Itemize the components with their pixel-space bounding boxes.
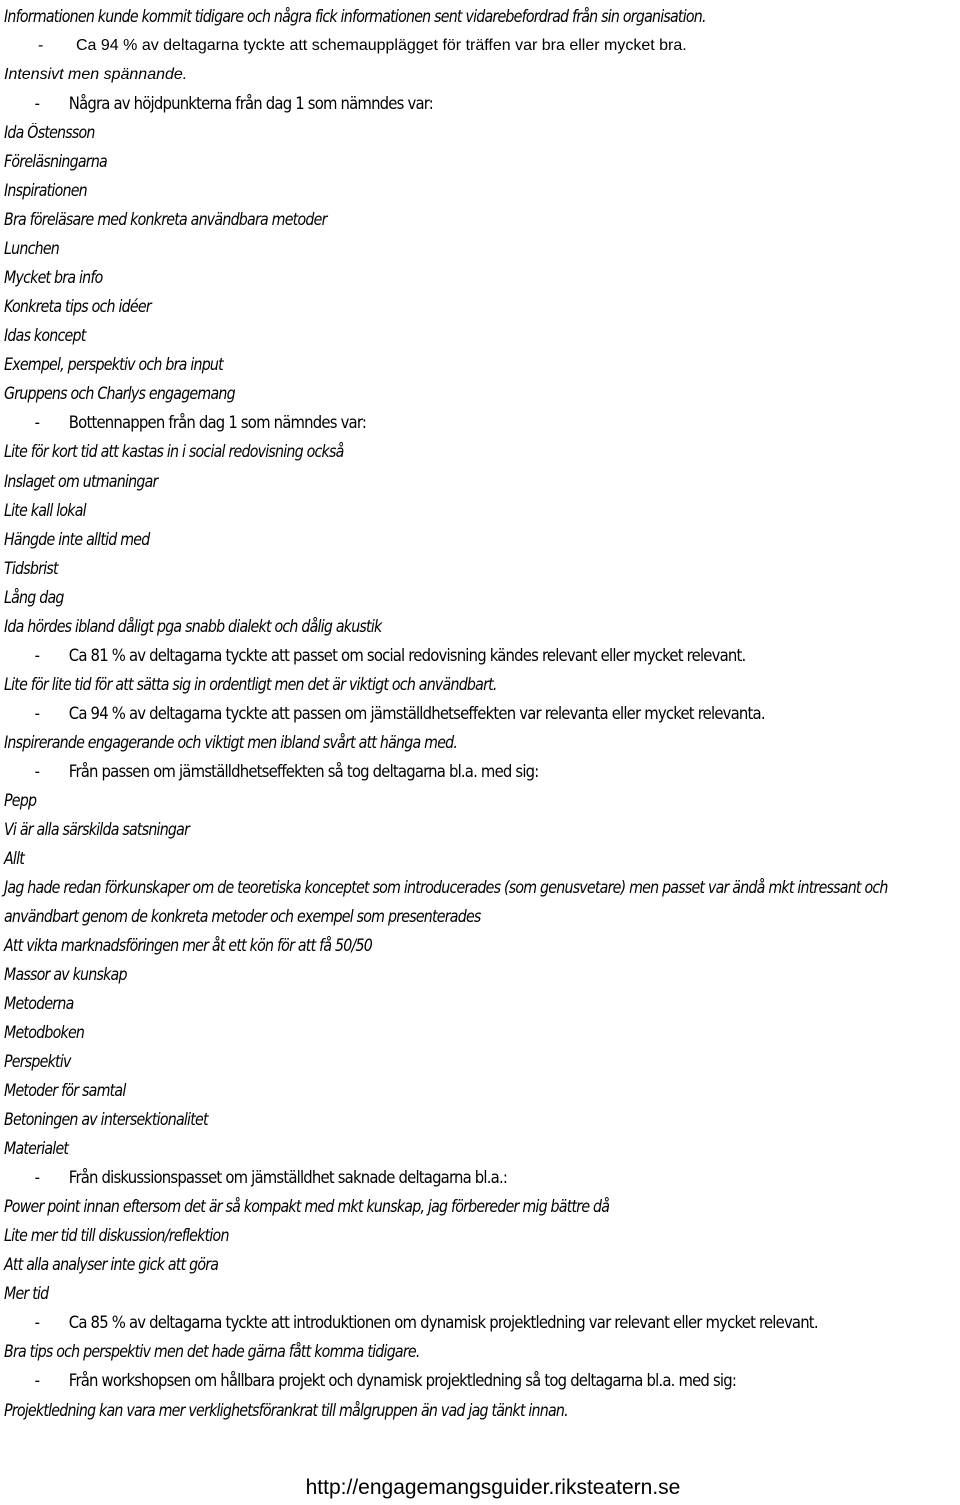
bullet-dash: - <box>34 761 40 781</box>
bullet-text: Ca 94 % av deltagarna tyckte att schemaupplägget för träffen var bra eller mycket bra. <box>76 37 687 55</box>
comment-line: Mer tid <box>4 1284 49 1304</box>
italic-comment-line: Bra föreläsare med konkreta användbara metoder <box>4 210 327 230</box>
bullet-text: Ca 81 % av deltagarna tyckte att passet om social redovisning kändes relevant eller mycket relevant. <box>68 645 746 665</box>
italic-comment-line: Föreläsningarna <box>4 152 107 172</box>
comment-line: Allt <box>4 848 25 868</box>
italic-comment-line: Hängde inte alltid med <box>4 529 150 549</box>
bullet-line <box>4 699 861 728</box>
bullet-text: Från passen om jämställdhetseffekten så tog deltagarna bl.a. med sig: <box>68 761 539 781</box>
bullet-dash: - <box>34 94 40 114</box>
bullet-text: Ca 94 % av deltagarna tyckte att passen om jämställdhetseffekten var relevanta eller mycket relevanta. <box>68 703 765 723</box>
comment-line: Pepp <box>4 790 37 810</box>
comment-line: Vi är alla särskilda satsningar <box>4 819 190 839</box>
comment-line: Massor av kunskap <box>4 965 127 985</box>
bullet-line <box>4 757 861 786</box>
italic-comment-line: Lång dag <box>4 587 64 607</box>
italic-comment-line: Ida Östensson <box>4 123 95 143</box>
comment-line: Metoderna <box>4 994 74 1014</box>
document-body <box>4 2 956 1425</box>
italic-comment-line: Inspirerande engagerande och viktigt men ibland svårt att hänga med. <box>4 732 458 752</box>
bullet-line <box>4 31 956 60</box>
comment-line: Lite mer tid till diskussion/reflektion <box>4 1226 229 1246</box>
italic-comment-line: Exempel, perspektiv och bra input <box>4 355 223 375</box>
bullet-text: Från diskussionspasset om jämställdhet saknade deltagarna bl.a.: <box>68 1168 508 1188</box>
bullet-dash: - <box>34 1168 40 1188</box>
bullet-line <box>4 1308 861 1337</box>
bullet-line <box>4 1366 861 1395</box>
italic-comment-line: Idas koncept <box>4 326 86 346</box>
bullet-line <box>4 408 861 437</box>
italic-comment-line: Projektledning kan vara mer verklighetsförankrat till målgruppen än vad jag tänkt innan. <box>4 1400 568 1420</box>
bullet-dash: - <box>34 1313 40 1333</box>
comment-line: Betoningen av intersektionalitet <box>4 1110 208 1130</box>
comment-line: Materialet <box>4 1139 69 1159</box>
italic-comment-line: Lite för lite tid för att sätta sig in ordentligt men det är viktigt och användbart. <box>4 674 497 694</box>
italic-comment-line: Mycket bra info <box>4 268 103 288</box>
italic-comment-line: Bra tips och perspektiv men det hade gärna fått komma tidigare. <box>4 1342 420 1362</box>
italic-comment-line: Tidsbrist <box>4 558 58 578</box>
bullet-dash: - <box>34 413 40 433</box>
comment-line: Att alla analyser inte gick att göra <box>4 1255 219 1275</box>
bullet-dash: - <box>34 703 40 723</box>
italic-comment-line: Ida hördes ibland dåligt pga snabb dialekt och dålig akustik <box>4 616 382 636</box>
italic-comment-line: Lite för kort tid att kastas in i social redovisning också <box>4 442 344 462</box>
italic-comment-line: Inspirationen <box>4 181 87 201</box>
bullet-line <box>4 641 861 670</box>
bullet-line <box>4 1163 861 1192</box>
italic-comment-line: Inslaget om utmaningar <box>4 471 158 491</box>
comment-line: Metoder för samtal <box>4 1081 126 1101</box>
italic-comment-line: Konkreta tips och idéer <box>4 297 151 317</box>
comment-line: Power point innan eftersom det är så kompakt med mkt kunskap, jag förbereder mig bättre då <box>4 1197 610 1217</box>
bullet-text: Några av höjdpunkterna från dag 1 som nämndes var: <box>68 94 433 114</box>
bullet-text: Från workshopsen om hållbara projekt och dynamisk projektledning så tog deltagarna bl.a. med sig: <box>68 1371 737 1391</box>
bullet-dash: - <box>38 37 44 55</box>
comment-line: Att vikta marknadsföringen mer åt ett kön för att få 50/50 <box>4 936 373 956</box>
bullet-dash: - <box>34 1371 40 1391</box>
footer-url[interactable]: http://engagemangsguider.riksteatern.se <box>305 1476 681 1499</box>
bullet-text: Ca 85 % av deltagarna tyckte att introduktionen om dynamisk projektledning var relevant eller mycket relevant. <box>68 1313 818 1333</box>
comment-line: Metodboken <box>4 1023 85 1043</box>
bullet-line <box>4 89 861 118</box>
bullet-text: Bottennappen från dag 1 som nämndes var: <box>68 413 367 433</box>
italic-comment-line: Lunchen <box>4 239 59 259</box>
bullet-dash: - <box>34 645 40 665</box>
comment-line: Perspektiv <box>4 1052 71 1072</box>
italic-comment-line: Lite kall lokal <box>4 500 86 520</box>
comment-line-wrapped: Jag hade redan förkunskaper om de teoretiska konceptet som introducerades (som genusvetare) men passet var ändå mkt intressant och användbart genom de konkreta metoder och exempel som presenterades <box>4 877 888 926</box>
italic-comment-line: Intensivt men spännande. <box>4 66 188 84</box>
italic-comment-line: Informationen kunde kommit tidigare och några fick informationen sent vidarebefordrad från sin organisation. <box>4 7 706 26</box>
italic-comment-line: Gruppens och Charlys engagemang <box>4 384 235 404</box>
